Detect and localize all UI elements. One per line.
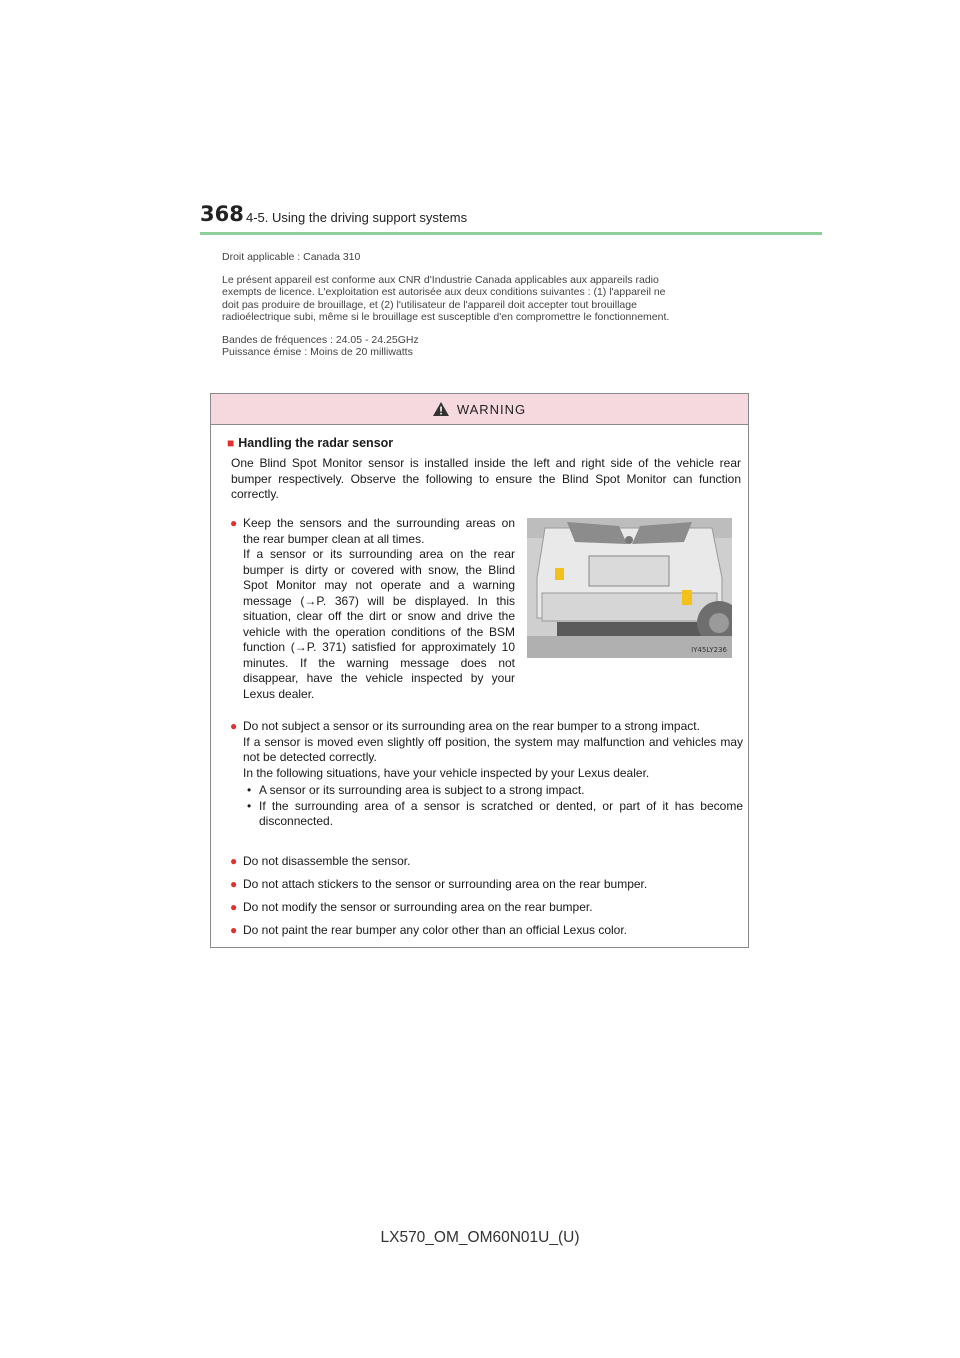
sub-list-item-text: A sensor or its surrounding area is subject to a strong impact. [259,783,585,797]
list-item [230,719,743,830]
list-item-text: Do not paint the rear bumper any color other than an official Lexus color. [243,923,628,937]
document-code: LX570_OM_OM60N01U_(U) [380,1229,580,1246]
image-caption: IY45LY236 [691,646,727,654]
impact-lead: Do not subject a sensor or its surrounding area on the rear bumper to a strong impact. [243,719,700,733]
warning-header [211,394,748,425]
notice-line: Le présent appareil est conforme aux CNR d'Industrie Canada applicables aux appareils radio [222,273,659,286]
page-number: 368 [200,202,244,226]
list-item [230,923,743,939]
list-item-text: Do not attach stickers to the sensor or surrounding area on the rear bumper. [243,877,648,891]
list-item [230,854,743,870]
bullet-icon: ● [230,516,238,530]
emitted-power: Puissance émise : Moins de 20 milliwatts [222,346,413,358]
notice-line: doit pas produire de brouillage, et (2) l'utilisateur de l'appareil doit accepter tout brouillage [222,298,637,311]
vehicle-rear-illustration [527,518,732,658]
section-title: 4-5. Using the driving support systems [246,210,468,225]
impact-detail: If a sensor is moved even slightly off position, the system may malfunction and vehicles may not be detected correctly. [243,734,743,764]
sub-list-item [243,783,743,799]
bullet-icon: ● [230,854,238,868]
list-item [230,516,515,702]
square-bullet-icon: ■ [227,436,235,450]
bullet-icon: ● [230,900,238,914]
regulatory-notice [222,251,742,359]
warning-heading [227,436,393,450]
warning-triangle-icon [433,402,449,416]
keep-clean-lead: Keep the sensors and the surrounding areas on the rear bumper clean at all times. [243,516,515,546]
list-item-text: Do not disassemble the sensor. [243,854,411,868]
warning-box [210,393,749,948]
bullet-icon: ● [230,877,238,891]
notice-line: radioélectrique subi, même si le brouillage est susceptible d'en compromettre le fonctionnement. [222,311,670,323]
list-item [230,900,743,916]
rear-bumper-sensor-image [527,518,732,658]
frequency-bands: Bandes de fréquences : 24.05 - 24.25GHz [222,333,419,346]
applicable-law: Droit applicable : Canada 310 [222,251,361,263]
warning-title: WARNING [456,401,527,417]
header-rule [200,232,822,235]
bullet-icon: ● [230,719,238,733]
sub-list-item [243,799,743,830]
warning-heading-text: Handling the radar sensor [238,436,394,450]
warning-intro: One Blind Spot Monitor sensor is installed inside the left and right side of the vehicle rear bumper respectively. Observe the following to ensure the Blind Spot Monitor can function correctly. [231,456,741,501]
list-item-text: Do not modify the sensor or surrounding area on the rear bumper. [243,900,593,914]
sub-bullet-icon: • [247,798,252,813]
notice-line: exempts de licence. L'exploitation est autorisée aux deux conditions suivantes : (1) l'appareil ne [222,286,666,298]
list-item [230,877,743,893]
sub-bullet-icon: • [247,783,252,797]
keep-clean-detail: If a sensor or its surrounding area on the rear bumper is dirty or covered with snow, the Blind Spot Monitor may not operate and a warning message (→P. 367) will be displayed. In this situation, clear off the dirt or snow and drive the vehicle with the operation conditions of the BSM function (→P. 371) satisfied for approximately 10 minutes. If the warning message does not disappear, have the vehicle inspected by your Lexus dealer. [243,547,515,701]
sub-list-item-text: If the surrounding area of a sensor is scratched or dented, or part of it has become disconnected. [259,798,743,828]
sub-list [243,783,743,830]
bullet-icon: ● [230,923,238,937]
impact-detail: In the following situations, have your vehicle inspected by your Lexus dealer. [243,765,650,780]
